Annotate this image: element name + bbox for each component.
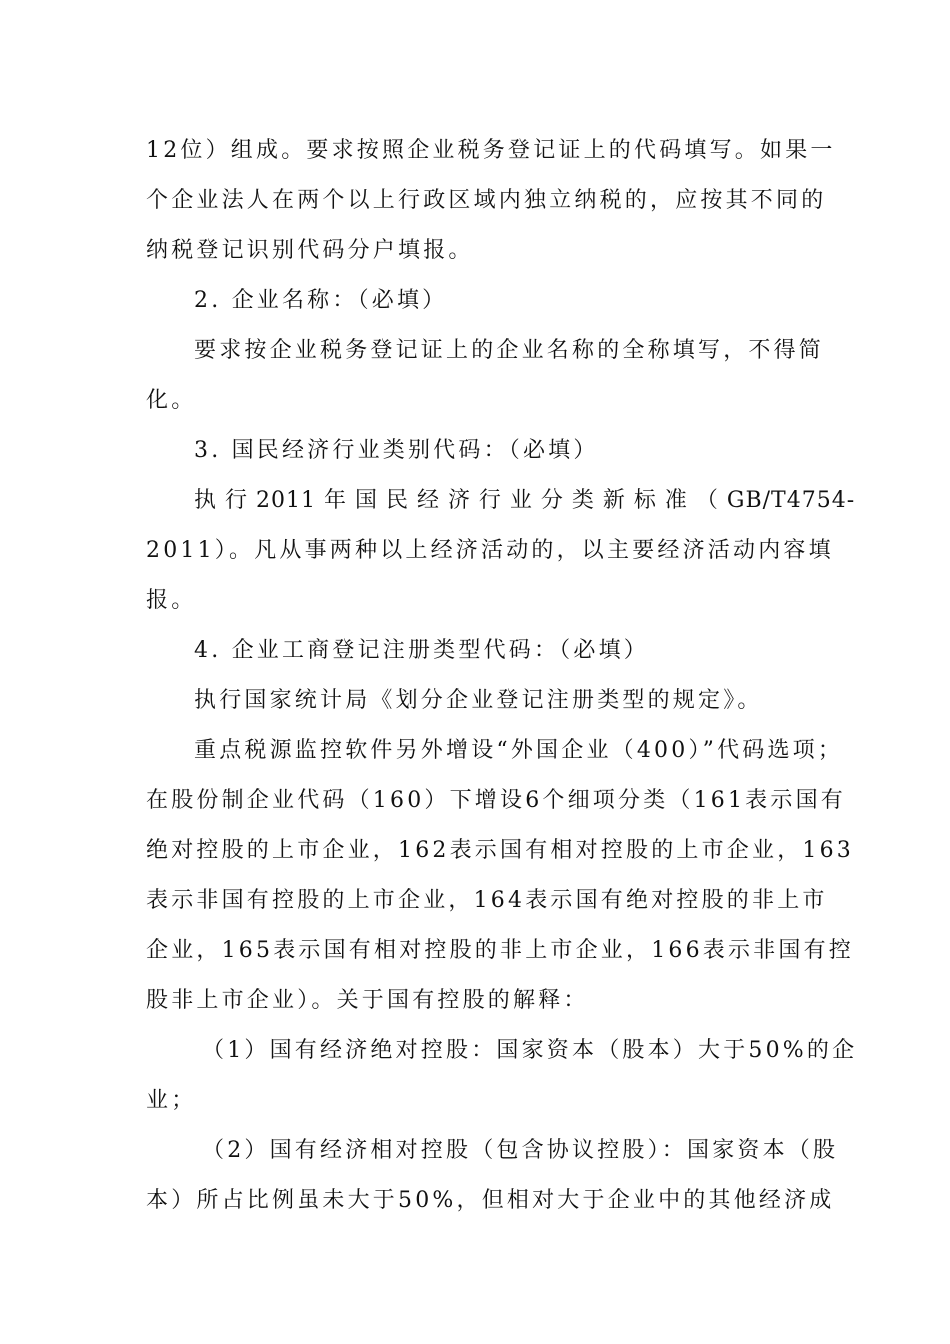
paragraph-line: 个企业法人在两个以上行政区域内独立纳税的，应按其不同的 — [146, 188, 827, 213]
paragraph-line: 2011）。凡从事两种以上经济活动的，以主要经济活动内容填 — [146, 538, 834, 563]
paragraph-line: 绝对控股的上市企业，162表示国有相对控股的上市企业，163 — [146, 838, 854, 863]
section-heading: 3. 国民经济行业类别代码：（必填） — [194, 438, 599, 463]
paragraph-line: 要求按企业税务登记证上的企业名称的全称填写，不得简 — [194, 338, 825, 363]
paragraph-line: 化。 — [146, 388, 197, 413]
paragraph-line: 执 行 2011 年 国 民 经 济 行 业 分 类 新 标 准 （ GB/T4754- — [194, 488, 856, 513]
paragraph-line: 12位）组成。要求按照企业税务登记证上的代码填写。如果一 — [146, 138, 836, 163]
paragraph-line: 报。 — [146, 588, 197, 613]
paragraph-line: 业； — [146, 1088, 197, 1113]
paragraph-line: 纳税登记识别代码分户填报。 — [146, 238, 474, 263]
paragraph-line: 重点税源监控软件另外增设“外国企业（400）”代码选项； — [194, 738, 844, 763]
paragraph-line: 股非上市企业）。关于国有控股的解释： — [146, 988, 589, 1013]
paragraph-line: 企业，165表示国有相对控股的非上市企业，166表示非国有控 — [146, 938, 854, 963]
paragraph-line: 执行国家统计局《划分企业登记注册类型的规定》。 — [194, 688, 763, 713]
section-heading: 4. 企业工商登记注册类型代码：（必填） — [194, 638, 649, 663]
paragraph-line: 本）所占比例虽未大于50%，但相对大于企业中的其他经济成 — [146, 1188, 835, 1213]
paragraph-line: 在股份制企业代码（160）下增设6个细项分类（161表示国有 — [146, 788, 846, 813]
paragraph-line: 表示非国有控股的上市企业，164表示国有绝对控股的非上市 — [146, 888, 828, 913]
paragraph-line: （2）国有经济相对控股（包含协议控股）：国家资本（股 — [202, 1138, 839, 1163]
section-heading: 2. 企业名称：（必填） — [194, 288, 448, 313]
paragraph-line: （1）国有经济绝对控股：国家资本（股本）大于50%的企 — [202, 1038, 858, 1063]
